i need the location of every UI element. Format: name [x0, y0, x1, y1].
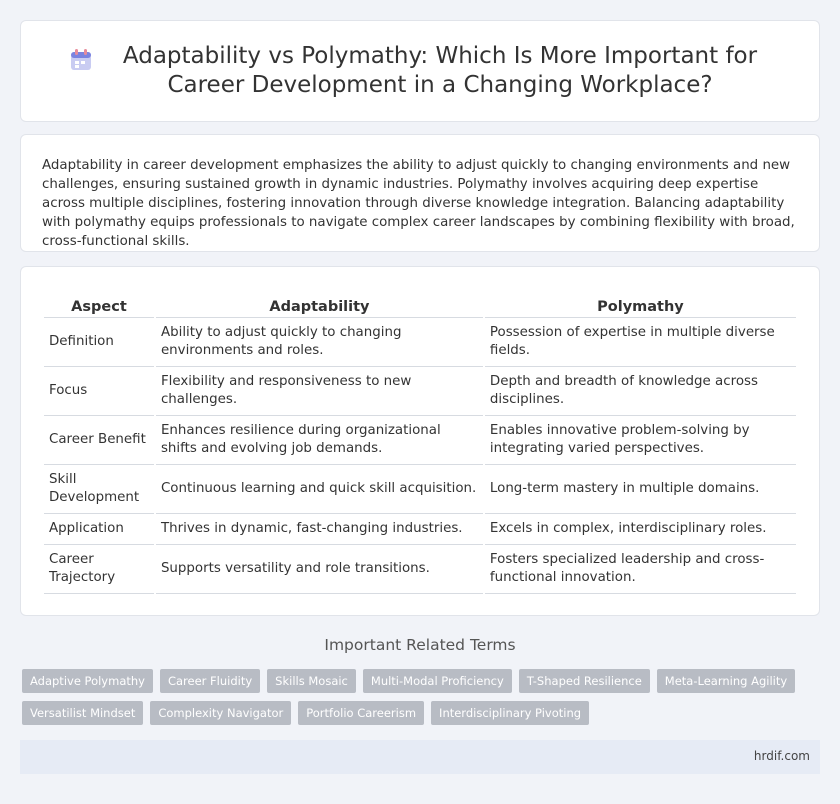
- table-row: [44, 367, 796, 416]
- tag[interactable]: Skills Mosaic: [267, 669, 356, 693]
- table-header-row: [44, 294, 796, 318]
- table-row: [44, 514, 796, 545]
- table-row: [44, 545, 796, 594]
- tag[interactable]: Interdisciplinary Pivoting: [431, 701, 589, 725]
- tag[interactable]: Adaptive Polymathy: [22, 669, 153, 693]
- tag[interactable]: Complexity Navigator: [150, 701, 291, 725]
- footer-site-link[interactable]: hrdif.com: [753, 749, 810, 763]
- table-row: [44, 465, 796, 514]
- adaptability-cell: Thrives in dynamic, fast-changing industries.: [156, 514, 483, 545]
- page-title: Adaptability vs Polymathy: Which Is More Important for Career Development in a Changing Workplace?: [122, 43, 758, 98]
- adaptability-cell: Supports versatility and role transitions.: [156, 545, 483, 594]
- aspect-cell: Focus: [44, 367, 154, 416]
- adaptability-cell: Ability to adjust quickly to changing environments and roles.: [156, 318, 483, 367]
- intro-card: [20, 134, 820, 252]
- calendar-icon: [68, 47, 94, 73]
- adaptability-cell: Continuous learning and quick skill acquisition.: [156, 465, 483, 514]
- table-row: [44, 416, 796, 465]
- adaptability-cell: Flexibility and responsiveness to new challenges.: [156, 367, 483, 416]
- tag-row-2: [22, 701, 802, 725]
- related-terms-tags: [22, 669, 802, 733]
- adaptability-cell: Enhances resilience during organizational shifts and evolving job demands.: [156, 416, 483, 465]
- comparison-card: [20, 266, 820, 616]
- tag[interactable]: Career Fluidity: [160, 669, 260, 693]
- polymathy-cell: Depth and breadth of knowledge across disciplines.: [485, 367, 796, 416]
- aspect-cell: Skill Development: [44, 465, 154, 514]
- table-row: [44, 318, 796, 367]
- footer: [20, 740, 820, 774]
- title-card: [20, 20, 820, 122]
- polymathy-cell: Excels in complex, interdisciplinary roles.: [485, 514, 796, 545]
- aspect-cell: Definition: [44, 318, 154, 367]
- tag[interactable]: T-Shaped Resilience: [519, 669, 650, 693]
- polymathy-cell: Fosters specialized leadership and cross-functional innovation.: [485, 545, 796, 594]
- tag-row-1: [22, 669, 802, 693]
- related-terms-heading: Important Related Terms: [324, 636, 516, 654]
- header-polymathy: Polymathy: [485, 294, 796, 318]
- tag[interactable]: Portfolio Careerism: [298, 701, 424, 725]
- polymathy-cell: Long-term mastery in multiple domains.: [485, 465, 796, 514]
- aspect-cell: Career Benefit: [44, 416, 154, 465]
- aspect-cell: Application: [44, 514, 154, 545]
- tag[interactable]: Meta-Learning Agility: [657, 669, 795, 693]
- header-aspect: Aspect: [44, 294, 154, 318]
- polymathy-cell: Possession of expertise in multiple diverse fields.: [485, 318, 796, 367]
- comparison-table: [42, 294, 798, 594]
- intro-paragraph: Adaptability in career development emphasizes the ability to adjust quickly to changing environments and new challenges, ensuring sustained growth in dynamic industries. Polymathy involves acquiring deep expertise across multiple disciplines, fostering innovation through diverse knowledge integration. Balancing adaptability with polymathy equips professionals to navigate complex career landscapes by combining flexibility with broad, cross-functional skills.: [42, 158, 795, 249]
- tag[interactable]: Versatilist Mindset: [22, 701, 143, 725]
- tag[interactable]: Multi-Modal Proficiency: [363, 669, 512, 693]
- header-adaptability: Adaptability: [156, 294, 483, 318]
- aspect-cell: Career Trajectory: [44, 545, 154, 594]
- polymathy-cell: Enables innovative problem-solving by integrating varied perspectives.: [485, 416, 796, 465]
